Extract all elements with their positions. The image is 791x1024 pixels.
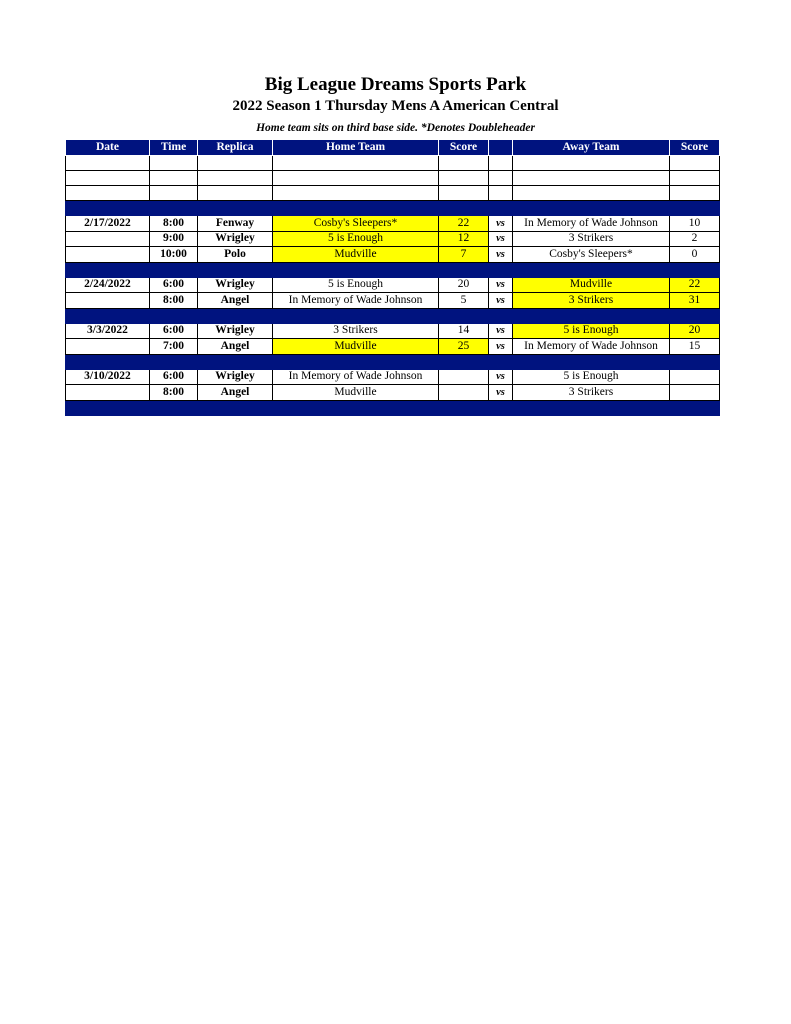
game-replica: Wrigley: [198, 231, 273, 247]
separator-cell: [513, 308, 670, 323]
home-team: 5 is Enough: [273, 277, 439, 293]
empty-cell: [66, 186, 150, 201]
game-replica: Wrigley: [198, 369, 273, 385]
col-away-team: Away Team: [513, 140, 670, 156]
game-date: [66, 339, 150, 355]
game-date: [66, 293, 150, 309]
game-row: [66, 277, 720, 293]
home-score: 12: [439, 231, 489, 247]
empty-cell: [513, 156, 670, 171]
away-team: 3 Strikers: [513, 385, 670, 401]
empty-cell: [273, 186, 439, 201]
away-team: Mudville: [513, 277, 670, 293]
vs-label: vs: [489, 369, 513, 385]
away-score: 31: [670, 293, 720, 309]
separator-cell: [670, 308, 720, 323]
empty-cell: [670, 156, 720, 171]
schedule-table: [65, 139, 720, 416]
col-home-team: Home Team: [273, 140, 439, 156]
separator-cell: [273, 400, 439, 415]
separator-cell: [670, 400, 720, 415]
empty-cell: [489, 186, 513, 201]
home-score: 5: [439, 293, 489, 309]
separator-cell: [489, 400, 513, 415]
game-replica: Wrigley: [198, 277, 273, 293]
vs-label: vs: [489, 277, 513, 293]
game-date: [66, 231, 150, 247]
home-team: Mudville: [273, 247, 439, 263]
away-score: 15: [670, 339, 720, 355]
separator-cell: [439, 262, 489, 277]
away-team: 3 Strikers: [513, 231, 670, 247]
page-subtitle: 2022 Season 1 Thursday Mens A American Central: [232, 98, 559, 114]
away-team: Cosby's Sleepers*: [513, 247, 670, 263]
blank-row: [66, 171, 720, 186]
away-score: [670, 369, 720, 385]
home-score: [439, 369, 489, 385]
empty-cell: [150, 171, 198, 186]
game-date: 3/10/2022: [66, 369, 150, 385]
empty-cell: [513, 186, 670, 201]
separator-cell: [439, 400, 489, 415]
separator-cell: [273, 308, 439, 323]
home-score: [439, 385, 489, 401]
empty-cell: [66, 171, 150, 186]
game-time: 6:00: [150, 369, 198, 385]
separator-cell: [513, 201, 670, 216]
empty-cell: [439, 186, 489, 201]
game-time: 6:00: [150, 323, 198, 339]
col-date: Date: [66, 140, 150, 156]
separator-cell: [150, 400, 198, 415]
away-score: 22: [670, 277, 720, 293]
away-score: [670, 385, 720, 401]
separator-cell: [439, 308, 489, 323]
home-team: In Memory of Wade Johnson: [273, 369, 439, 385]
page-note: Home team sits on third base side. *Denotes Doubleheader: [256, 122, 535, 134]
schedule-body: [66, 156, 720, 416]
empty-cell: [513, 171, 670, 186]
game-time: 9:00: [150, 231, 198, 247]
separator-cell: [273, 201, 439, 216]
game-replica: Wrigley: [198, 323, 273, 339]
home-team: Cosby's Sleepers*: [273, 216, 439, 232]
game-time: 6:00: [150, 277, 198, 293]
game-replica: Angel: [198, 339, 273, 355]
game-row: [66, 247, 720, 263]
separator-cell: [670, 262, 720, 277]
game-time: 8:00: [150, 385, 198, 401]
empty-cell: [66, 156, 150, 171]
game-date: [66, 385, 150, 401]
separator-row: [66, 201, 720, 216]
separator-cell: [150, 262, 198, 277]
vs-label: vs: [489, 385, 513, 401]
separator-row: [66, 262, 720, 277]
game-row: [66, 293, 720, 309]
game-time: 8:00: [150, 216, 198, 232]
header-row: [66, 140, 720, 156]
game-row: [66, 369, 720, 385]
away-team: 3 Strikers: [513, 293, 670, 309]
empty-cell: [489, 171, 513, 186]
away-team: In Memory of Wade Johnson: [513, 216, 670, 232]
empty-cell: [489, 156, 513, 171]
separator-cell: [513, 354, 670, 369]
vs-label: vs: [489, 247, 513, 263]
empty-cell: [150, 156, 198, 171]
vs-label: vs: [489, 323, 513, 339]
home-score: 7: [439, 247, 489, 263]
empty-cell: [670, 186, 720, 201]
empty-cell: [198, 171, 273, 186]
home-score: 14: [439, 323, 489, 339]
separator-cell: [150, 354, 198, 369]
game-row: [66, 385, 720, 401]
away-score: 20: [670, 323, 720, 339]
empty-cell: [273, 171, 439, 186]
vs-label: vs: [489, 231, 513, 247]
home-team: Mudville: [273, 339, 439, 355]
away-team: 5 is Enough: [513, 323, 670, 339]
separator-cell: [198, 308, 273, 323]
separator-cell: [513, 400, 670, 415]
home-team: In Memory of Wade Johnson: [273, 293, 439, 309]
separator-cell: [66, 354, 150, 369]
separator-cell: [273, 262, 439, 277]
game-date: 2/24/2022: [66, 277, 150, 293]
separator-cell: [489, 308, 513, 323]
col-home-score: Score: [439, 140, 489, 156]
col-away-score: Score: [670, 140, 720, 156]
game-date: [66, 247, 150, 263]
away-score: 0: [670, 247, 720, 263]
game-row: [66, 339, 720, 355]
game-replica: Fenway: [198, 216, 273, 232]
home-team: 5 is Enough: [273, 231, 439, 247]
away-score: 10: [670, 216, 720, 232]
blank-row: [66, 156, 720, 171]
separator-row: [66, 308, 720, 323]
home-score: 20: [439, 277, 489, 293]
separator-cell: [66, 400, 150, 415]
separator-cell: [198, 201, 273, 216]
separator-cell: [198, 354, 273, 369]
blank-row: [66, 186, 720, 201]
game-time: 7:00: [150, 339, 198, 355]
game-row: [66, 216, 720, 232]
col-time: Time: [150, 140, 198, 156]
separator-cell: [66, 262, 150, 277]
game-time: 8:00: [150, 293, 198, 309]
home-team: Mudville: [273, 385, 439, 401]
game-date: 3/3/2022: [66, 323, 150, 339]
empty-cell: [439, 156, 489, 171]
col-vs: [489, 140, 513, 156]
separator-cell: [150, 201, 198, 216]
game-row: [66, 323, 720, 339]
empty-cell: [273, 156, 439, 171]
game-row: [66, 231, 720, 247]
game-replica: Angel: [198, 385, 273, 401]
vs-label: vs: [489, 293, 513, 309]
empty-cell: [198, 186, 273, 201]
empty-cell: [150, 186, 198, 201]
separator-cell: [513, 262, 670, 277]
separator-row: [66, 354, 720, 369]
separator-cell: [670, 354, 720, 369]
separator-cell: [489, 201, 513, 216]
home-score: 22: [439, 216, 489, 232]
game-replica: Polo: [198, 247, 273, 263]
game-replica: Angel: [198, 293, 273, 309]
separator-cell: [489, 262, 513, 277]
separator-cell: [670, 201, 720, 216]
separator-row: [66, 400, 720, 415]
away-score: 2: [670, 231, 720, 247]
separator-cell: [198, 262, 273, 277]
vs-label: vs: [489, 216, 513, 232]
separator-cell: [66, 308, 150, 323]
separator-cell: [66, 201, 150, 216]
page-title: Big League Dreams Sports Park: [264, 74, 527, 95]
separator-cell: [439, 354, 489, 369]
away-team: In Memory of Wade Johnson: [513, 339, 670, 355]
home-team: 3 Strikers: [273, 323, 439, 339]
separator-cell: [439, 201, 489, 216]
separator-cell: [198, 400, 273, 415]
empty-cell: [439, 171, 489, 186]
home-score: 25: [439, 339, 489, 355]
col-replica: Replica: [198, 140, 273, 156]
away-team: 5 is Enough: [513, 369, 670, 385]
game-time: 10:00: [150, 247, 198, 263]
empty-cell: [670, 171, 720, 186]
separator-cell: [150, 308, 198, 323]
separator-cell: [489, 354, 513, 369]
separator-cell: [273, 354, 439, 369]
vs-label: vs: [489, 339, 513, 355]
empty-cell: [198, 156, 273, 171]
game-date: 2/17/2022: [66, 216, 150, 232]
